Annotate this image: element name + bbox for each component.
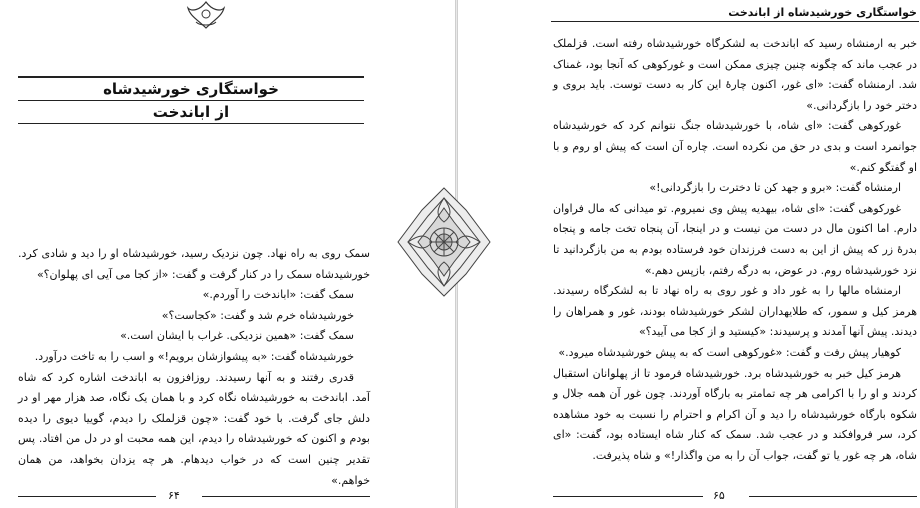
title-rule-bottom [18,123,364,124]
right-page-footer [553,490,917,502]
running-head-rule [551,21,919,22]
chapter-title-block [18,76,364,124]
paragraph: غورکوهی گفت: «ای شاه، بیهدیه پیش وی نمیروم. تو میدانی که مال فراوان دارم. اما اکنون مال در دست من نیست و در اینجا، آن پنجاه تخت جامه و پنجاه بدرهٔ زر که پیش از این به دست فرزندان خود فرستاده بودم به من بازگردانید تا نزد خورشیدشاه روم. در عوض، به درگه رفتم، بازپس دهم.» [553,201,917,277]
footer-rule [553,496,703,497]
right-body-text [553,34,917,466]
footer-rule [18,496,156,497]
paragraph: هرمز کیل خبر به خورشیدشاه برد. خورشیدشاه فرمود تا از پهلوانان استقبال کردند و او را با اکرامی هر چه تمامتر به بارگاه آوردند. چون غور آن همه جلال و شکوه بارگاه خورشیدشاه را دید و آن اکرام و احترام را نسبت به خود مشاهده کرد، سر فروافکند و در عجب شد. سمک که کنار شاه ایستاده بود، گفت: «ای شاه، هر چه غور یا تو گفت، جواب آن را به من واگذار!» و شاه پذیرفت. [553,366,917,462]
paragraph: ارمنشاه گفت: «برو و جهد کن تا دخترت را بازگردانی!» [649,181,901,195]
footer-rule [202,496,370,497]
right-page [458,0,920,508]
paragraph: سمک روی به راه نهاد. چون نزدیک رسید، خورشیدشاه او را دید و شادی کرد. خورشیدشاه سمک را در کنار گرفت و گفت: «از کجا می آیی ای پهلوان؟» [18,247,370,281]
paragraph: غورکوهی گفت: «ای شاه، با خورشیدشاه جنگ نتوانم کرد که خورشیدشاه جوانمرد است و بدی در حق من نکرده است. چاره آن است که پیش او روم و با او گفتگو کنم.» [553,119,917,174]
paragraph: خورشیدشاه گفت: «به پیشوازشان برویم!» و اسب را به تاخت درآورد. [34,349,354,363]
left-page [0,0,455,508]
paragraph: ارمنشاه مالها را به غور داد و غور روی به راه نهاد تا به لشکرگاه رسیدند. هرمز کیل و سمور، که طلایهداران لشکر خورشیدشاه بودند، غور و همراهان را دیدند. پیش آنها آمدند و پرسیدند: «کیستید و از کجا می آیید؟» [553,284,917,339]
paragraph: خبر به ارمنشاه رسید که اباندخت به لشکرگاه خورشیدشاه رفته است. قزلملک در عجب ماند که چگونه چنین چیزی ممکن است و غورکوهی که آنجا بود، غمناک شد. ارمنشاه گفت: «ای غور، اکنون چارهٔ این کار به دست توست. باید بروی و دختر خود را بازگردانی.» [553,37,917,112]
paragraph: قدری رفتند و به آنها رسیدند. روزافزون به اباندخت اشاره کرد که شاه آمد. اباندخت به خورشیدشاه نگاه کرد و با همان یک نگاه، صد هزار مهر او در دلش جای گرفت. با خود گفت: «چون قزلملک را دیدم، گوییا دیوی را دیده بودم و اکنون که خورشیدشاه را دیدم، این همه محبت او در دل من افتاد. پس تقدیر چنین است که در خواب دیدهام. هر چه یزدان بخواهد، من همان خواهم.» [18,370,370,487]
chapter-subtitle: از اباندخت [152,103,230,121]
footer-rule [749,496,917,497]
left-body-text [18,244,370,491]
paragraph: سمک گفت: «همین نزدیکی. غراب با ایشان است.» [120,329,354,343]
left-page-footer [18,490,370,502]
running-head: خواستگاری خورشیدشاه از اباندخت [728,6,917,19]
paragraph: خورشیدشاه خرم شد و گفت: «کجاست؟» [161,308,354,322]
paragraph: کوهیار پیش رفت و گفت: «غورکوهی است که به پیش خورشیدشاه میرود.» [558,345,901,359]
page-number: ۶۵ [713,489,725,502]
chapter-title: خواستگاری خورشیدشاه [103,80,279,98]
paragraph: سمک گفت: «اباندخت را آوردم.» [202,288,354,302]
page-number: ۶۴ [168,489,180,502]
top-ornament-icon [182,0,230,30]
ornament-medallion-icon [396,186,492,298]
